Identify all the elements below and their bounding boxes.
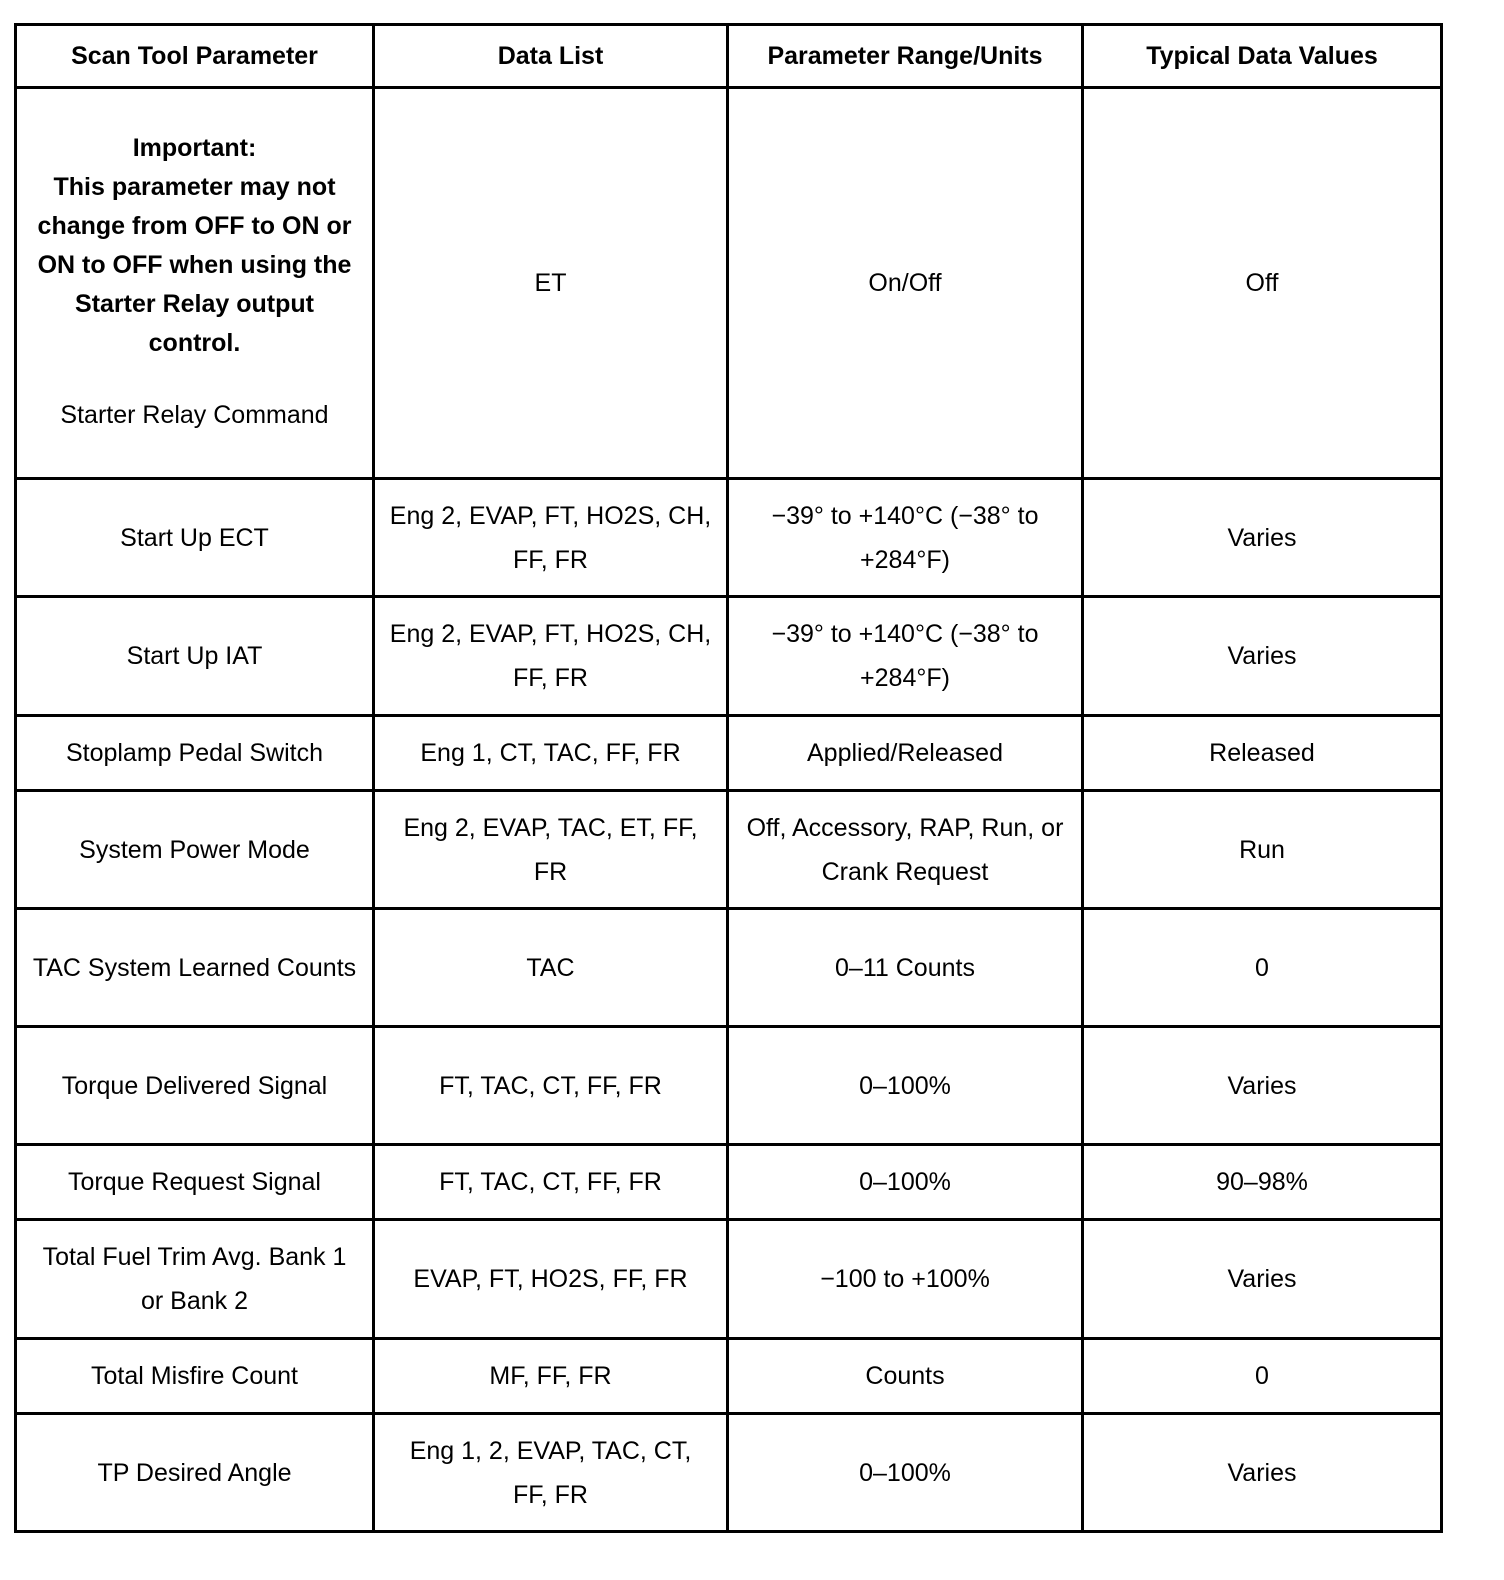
data-list-cell: FT, TAC, CT, FF, FR [374, 1027, 728, 1145]
parameter-cell: Total Fuel Trim Avg. Bank 1 or Bank 2 [16, 1220, 374, 1339]
table-row [16, 1339, 1442, 1414]
typical-cell: Released [1083, 716, 1442, 791]
header-data-list: Data List [374, 25, 728, 88]
data-list-cell: Eng 2, EVAP, FT, HO2S, CH, FF, FR [374, 479, 728, 597]
data-list-cell: Eng 1, CT, TAC, FF, FR [374, 716, 728, 791]
parameter-cell: System Power Mode [16, 791, 374, 909]
range-cell: 0–100% [728, 1414, 1083, 1532]
range-cell: 0–100% [728, 1027, 1083, 1145]
range-cell: On/Off [728, 88, 1083, 479]
range-cell: −39° to +140°C (−38° to +284°F) [728, 479, 1083, 597]
range-cell: −39° to +140°C (−38° to +284°F) [728, 597, 1083, 716]
parameter-cell: TP Desired Angle [16, 1414, 374, 1532]
range-cell: Counts [728, 1339, 1083, 1414]
typical-cell: Off [1083, 88, 1442, 479]
data-list-cell: Eng 2, EVAP, FT, HO2S, CH, FF, FR [374, 597, 728, 716]
typical-cell: 0 [1083, 909, 1442, 1027]
range-cell: 0–11 Counts [728, 909, 1083, 1027]
header-typical: Typical Data Values [1083, 25, 1442, 88]
table-row [16, 716, 1442, 791]
table-row [16, 1027, 1442, 1145]
important-note: This parameter may not change from OFF to ON or ON to OFF when using the Starter Relay output control. [37, 173, 352, 357]
header-row [16, 25, 1442, 88]
table-row [16, 791, 1442, 909]
parameter-cell: Start Up IAT [16, 597, 374, 716]
typical-cell: Varies [1083, 1027, 1442, 1145]
parameter-cell: Stoplamp Pedal Switch [16, 716, 374, 791]
table-row [16, 597, 1442, 716]
typical-cell: Run [1083, 791, 1442, 909]
parameter-cell: Total Misfire Count [16, 1339, 374, 1414]
header-parameter: Scan Tool Parameter [16, 25, 374, 88]
typical-cell: 90–98% [1083, 1145, 1442, 1220]
data-list-cell: Eng 1, 2, EVAP, TAC, CT, FF, FR [374, 1414, 728, 1532]
table-row [16, 1414, 1442, 1532]
typical-cell: Varies [1083, 1414, 1442, 1532]
typical-cell: 0 [1083, 1339, 1442, 1414]
table-row [16, 88, 1442, 479]
scan-tool-data-table [14, 23, 1443, 1533]
table-row [16, 909, 1442, 1027]
data-list-cell: TAC [374, 909, 728, 1027]
parameter-cell: Torque Delivered Signal [16, 1027, 374, 1145]
important-label: Important: [132, 134, 257, 162]
parameter-cell: Torque Request Signal [16, 1145, 374, 1220]
parameter-cell: TAC System Learned Counts [16, 909, 374, 1027]
parameter-name: Starter Relay Command [60, 401, 329, 429]
typical-cell: Varies [1083, 1220, 1442, 1339]
data-list-cell: ET [374, 88, 728, 479]
data-list-cell: MF, FF, FR [374, 1339, 728, 1414]
range-cell: −100 to +100% [728, 1220, 1083, 1339]
data-list-cell: EVAP, FT, HO2S, FF, FR [374, 1220, 728, 1339]
typical-cell: Varies [1083, 597, 1442, 716]
parameter-cell: Start Up ECT [16, 479, 374, 597]
table-row [16, 1220, 1442, 1339]
header-range: Parameter Range/Units [728, 25, 1083, 88]
data-list-cell: FT, TAC, CT, FF, FR [374, 1145, 728, 1220]
table-row [16, 1145, 1442, 1220]
data-list-cell: Eng 2, EVAP, TAC, ET, FF, FR [374, 791, 728, 909]
range-cell: 0–100% [728, 1145, 1083, 1220]
table-row [16, 479, 1442, 597]
range-cell: Off, Accessory, RAP, Run, or Crank Request [728, 791, 1083, 909]
parameter-cell [16, 88, 374, 479]
typical-cell: Varies [1083, 479, 1442, 597]
range-cell: Applied/Released [728, 716, 1083, 791]
